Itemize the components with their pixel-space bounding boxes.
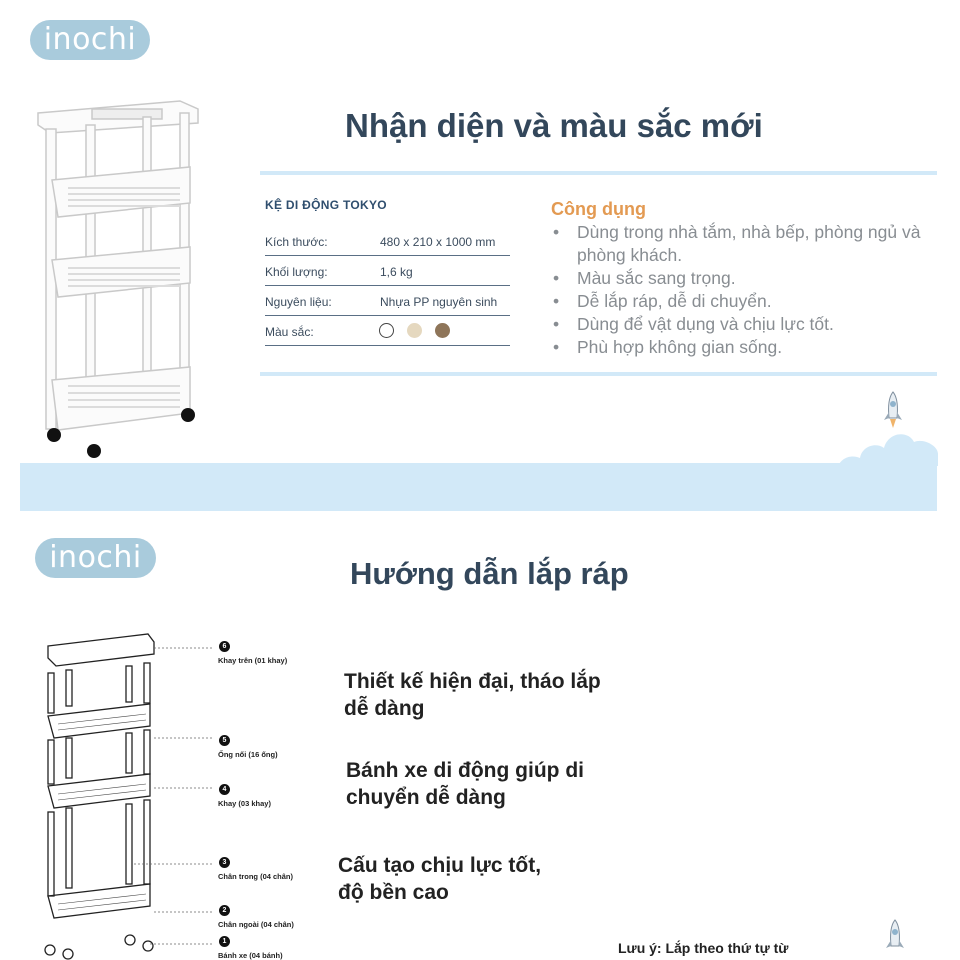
part-label-4: Khay (03 khay) [218,799,271,808]
list-item: • Màu sắc sang trọng. [553,268,736,288]
list-item: • Dễ lắp ráp, dễ di chuyển. [553,291,772,311]
part-number-3: 3 [219,857,230,868]
list-item: • Dùng để vật dụng và chịu lực tốt. [553,314,834,334]
feature-3: Cấu tạo chịu lực tốt, độ bền cao [338,854,542,904]
spec-label: Kích thước: [265,235,328,249]
part-label-5: Ống nối (16 ống) [218,750,278,759]
color-swatch-beige [407,323,422,338]
spec-label: Khối lượng: [265,265,328,279]
part-number-2: 2 [219,905,230,916]
list-item: • Dùng trong nhà tắm, nhà bếp, phòng ngủ và phòng khách. [553,222,921,265]
spec-row-size [265,226,510,256]
color-swatch-brown [435,323,450,338]
brand-logo: inochi [30,20,150,60]
spec-row-weight [265,256,510,286]
part-label-2: Chân ngoài (04 chân) [218,920,294,929]
spec-label: Nguyên liệu: [265,295,332,309]
spec-value: Nhựa PP nguyên sinh [380,295,498,309]
part-number-1: 1 [219,936,230,947]
feature-1: Thiết kế hiện đại, tháo lắp dễ dàng [344,670,601,720]
bottom-divider [260,372,937,376]
part-label-6: Khay trên (01 khay) [218,656,288,665]
color-swatch-white [379,323,394,338]
spec-label: Màu sắc: [265,325,314,339]
list-item: • Phù hợp không gian sống. [553,337,783,357]
assembly-diagram [38,628,218,960]
top-divider [260,171,937,175]
spec-value: 1,6 kg [380,265,413,279]
uses-list [551,221,941,359]
part-number-4: 4 [219,784,230,795]
brand-logo-2: inochi [35,538,156,578]
spec-row-colors [265,316,510,346]
part-label-1: Bánh xe (04 bánh) [218,951,283,960]
spec-value: 480 x 210 x 1000 mm [380,235,496,249]
part-number-5: 5 [219,735,230,746]
section2-title: Hướng dẫn lắp ráp [350,556,629,591]
part-number-6: 6 [219,641,230,652]
rocket-icon-2 [884,918,906,960]
section1-title: Nhận diện và màu sắc mới [345,107,763,144]
spec-title: KỆ DI ĐỘNG TOKYO [265,198,387,212]
section1-footer-band [20,463,937,511]
part-label-3: Chân trong (04 chân) [218,872,294,881]
product-cart-image [30,95,210,460]
uses-title: Công dụng [551,199,646,219]
feature-2: Bánh xe di động giúp di chuyển dễ dàng [346,759,584,809]
cloud-icon [838,418,938,466]
spec-row-material [265,286,510,316]
assembly-note: Lưu ý: Lắp theo thứ tự từ [618,940,789,956]
